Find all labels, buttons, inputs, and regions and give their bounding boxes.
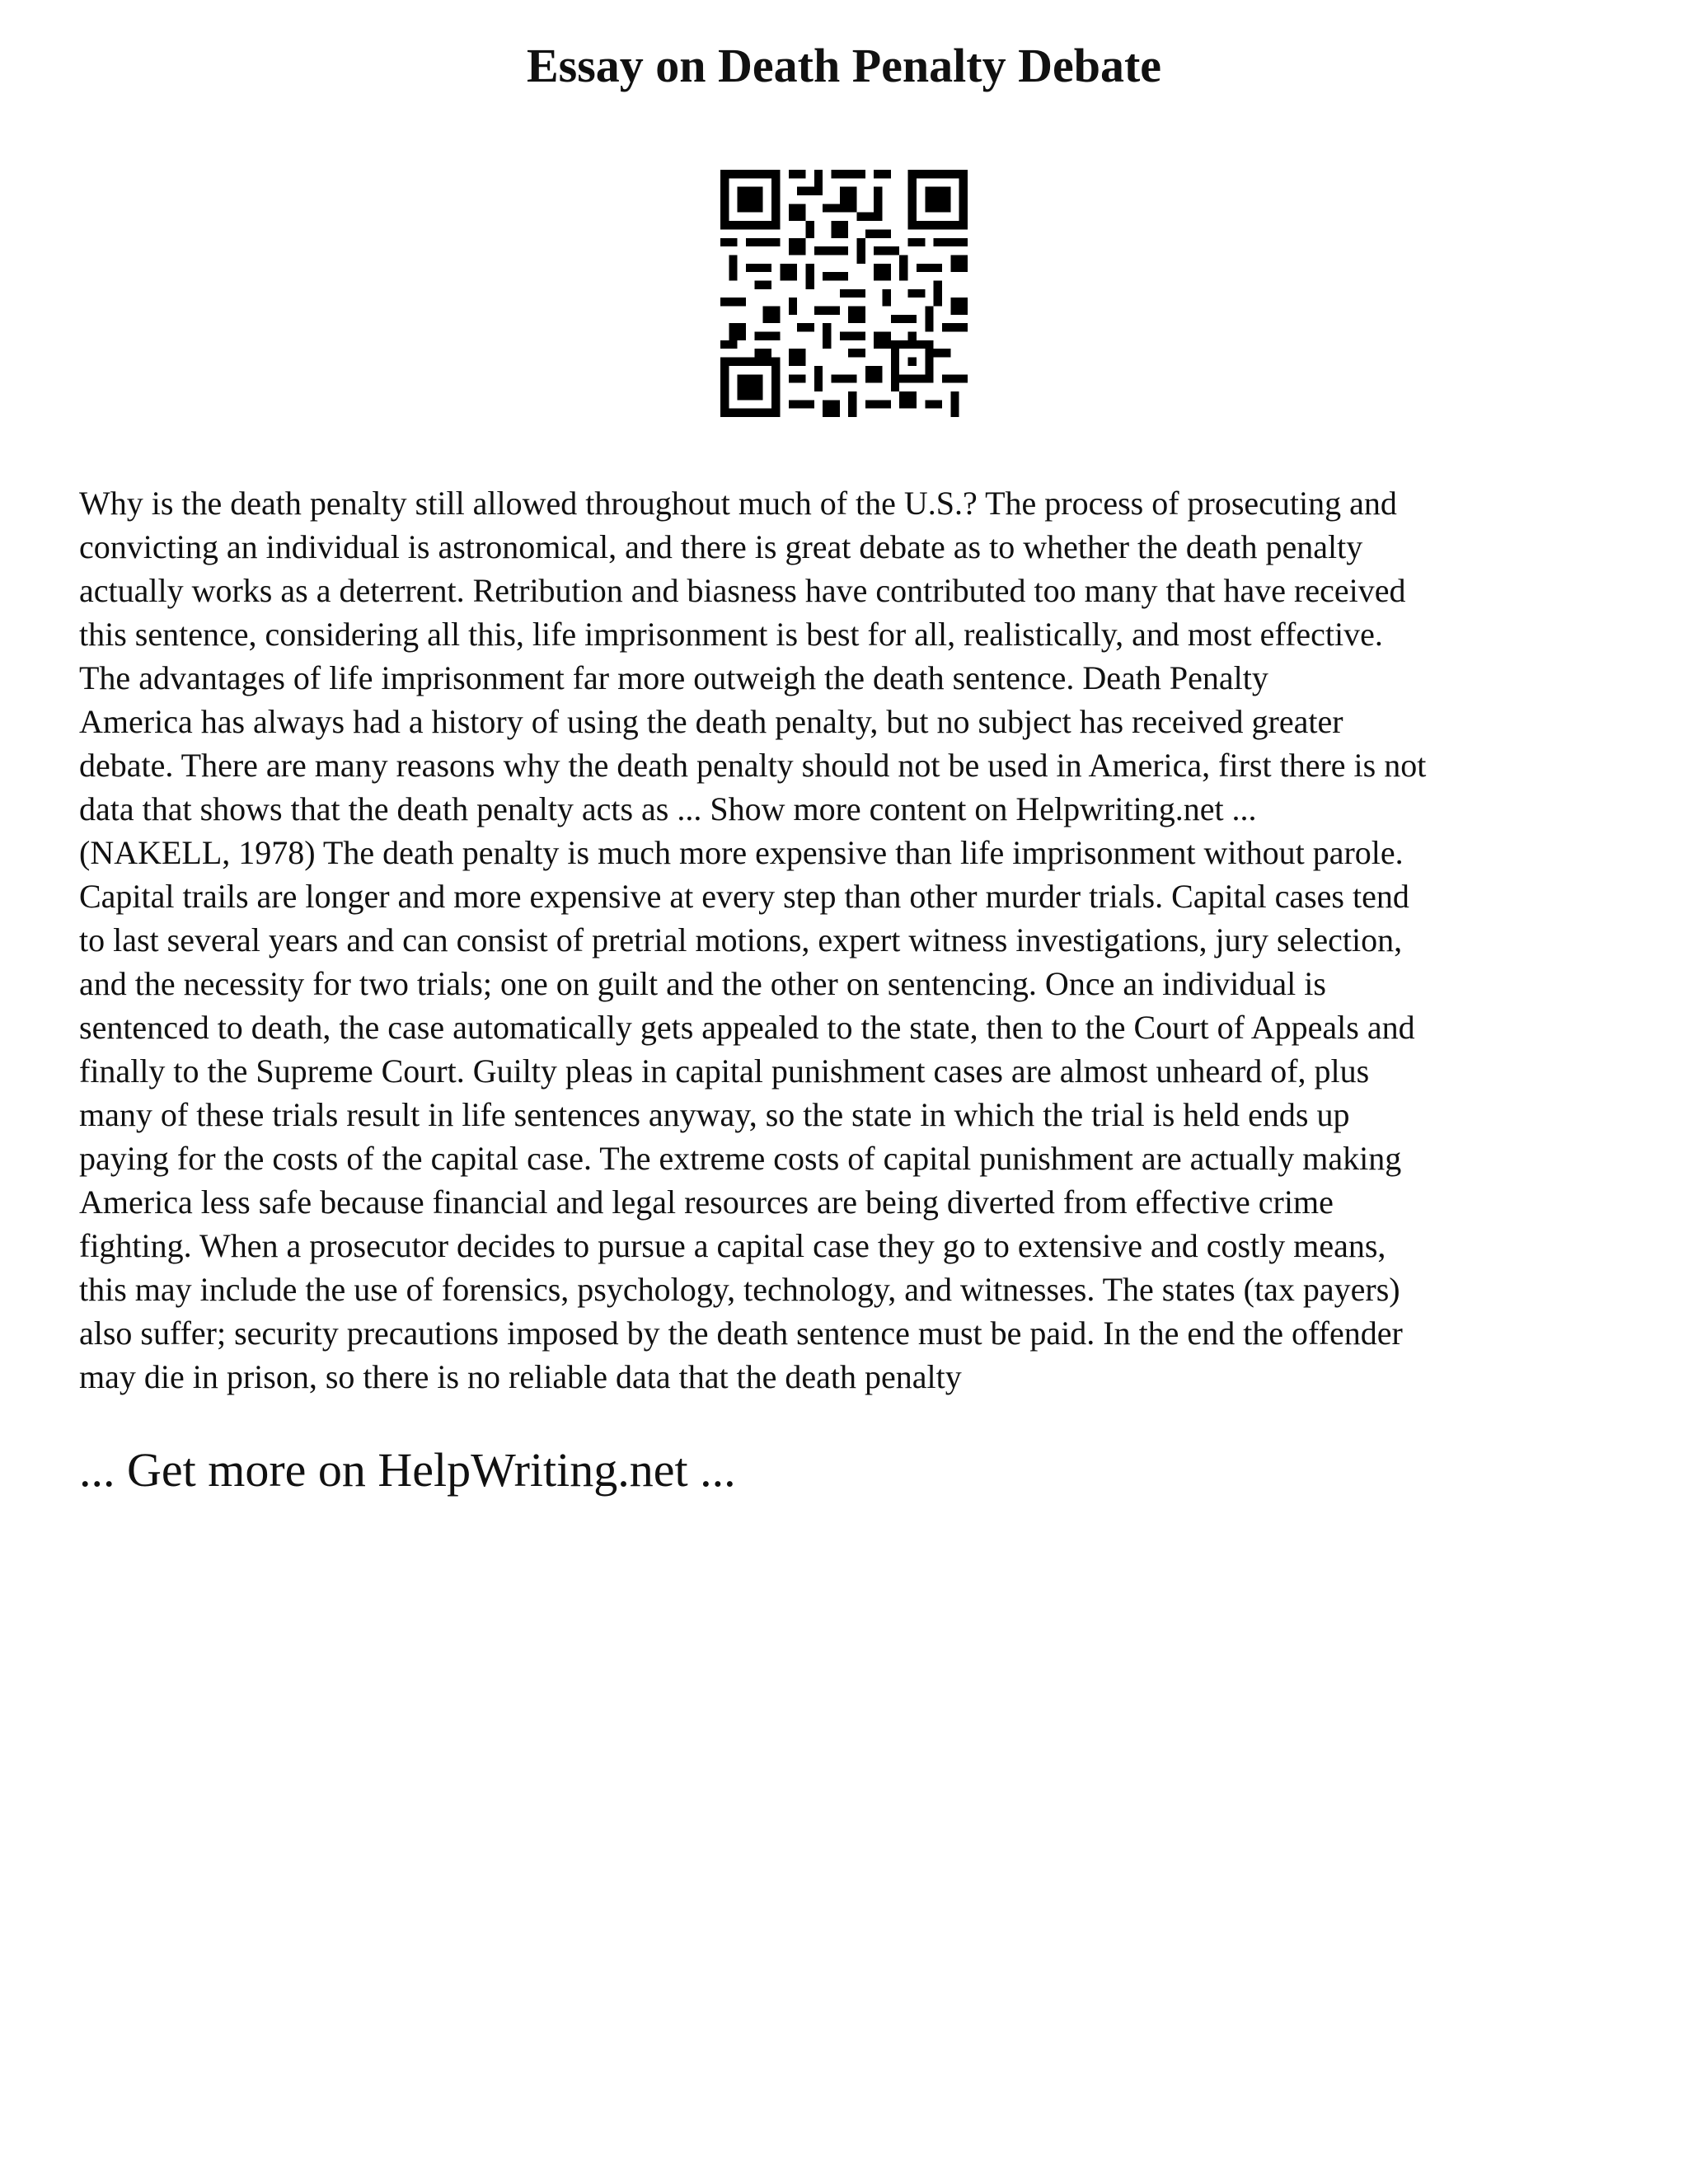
essay-line: paying for the costs of the capital case. The extreme costs of capital punishment are actually making [79,1140,1402,1177]
essay-line: America less safe because financial and legal resources are being diverted from effective crime [79,1183,1334,1221]
essay-line: to last several years and can consist of pretrial motions, expert witness investigations, jury selection, [79,921,1403,958]
essay-line: this sentence, considering all this, life imprisonment is best for all, realistically, and most effective. [79,616,1383,653]
document-title: Essay on Death Penalty Debate [526,39,1162,92]
essay-line: this may include the use of forensics, psychology, technology, and witnesses. The states (tax payers) [79,1271,1400,1308]
essay-line: finally to the Supreme Court. Guilty pleas in capital punishment cases are almost unheard of, plus [79,1052,1370,1090]
essay-body [79,481,1629,1399]
essay-line: (NAKELL, 1978) The death penalty is much more expensive than life imprisonment without parole. [79,834,1404,871]
essay-line: Capital trails are longer and more expensive at every step than other murder trials. Capital cases tend [79,878,1409,915]
essay-line: many of these trials result in life sentences anyway, so the state in which the trial is held ends up [79,1096,1350,1133]
essay-line: and the necessity for two trials; one on guilt and the other on sentencing. Once an individual is [79,965,1326,1002]
essay-line: debate. There are many reasons why the death penalty should not be used in America, first there is not [79,747,1427,784]
essay-line: America has always had a history of using the death penalty, but no subject has received greater [79,703,1343,740]
essay-line: also suffer; security precautions imposed by the death sentence must be paid. In the end the offender [79,1315,1403,1352]
essay-line: Why is the death penalty still allowed throughout much of the U.S.? The process of prosecuting and [79,485,1397,522]
essay-line: fighting. When a prosecutor decides to pursue a capital case they go to extensive and costly means, [79,1227,1386,1264]
essay-line: sentenced to death, the case automatically gets appealed to the state, then to the Court of Appeals and [79,1009,1415,1046]
essay-line: may die in prison, so there is no reliable data that the death penalty [79,1358,962,1395]
get-more-link[interactable]: ... Get more on HelpWriting.net ... [79,1443,736,1497]
qr-code-icon [720,170,968,417]
essay-line: actually works as a deterrent. Retribution and biasness have contributed too many that have received [79,572,1406,609]
essay-line: data that shows that the death penalty acts as ... Show more content on Helpwriting.net ... [79,790,1257,827]
essay-line: The advantages of life imprisonment far more outweigh the death sentence. Death Penalty [79,659,1268,696]
essay-line: convicting an individual is astronomical, and there is great debate as to whether the death penalty [79,528,1363,565]
